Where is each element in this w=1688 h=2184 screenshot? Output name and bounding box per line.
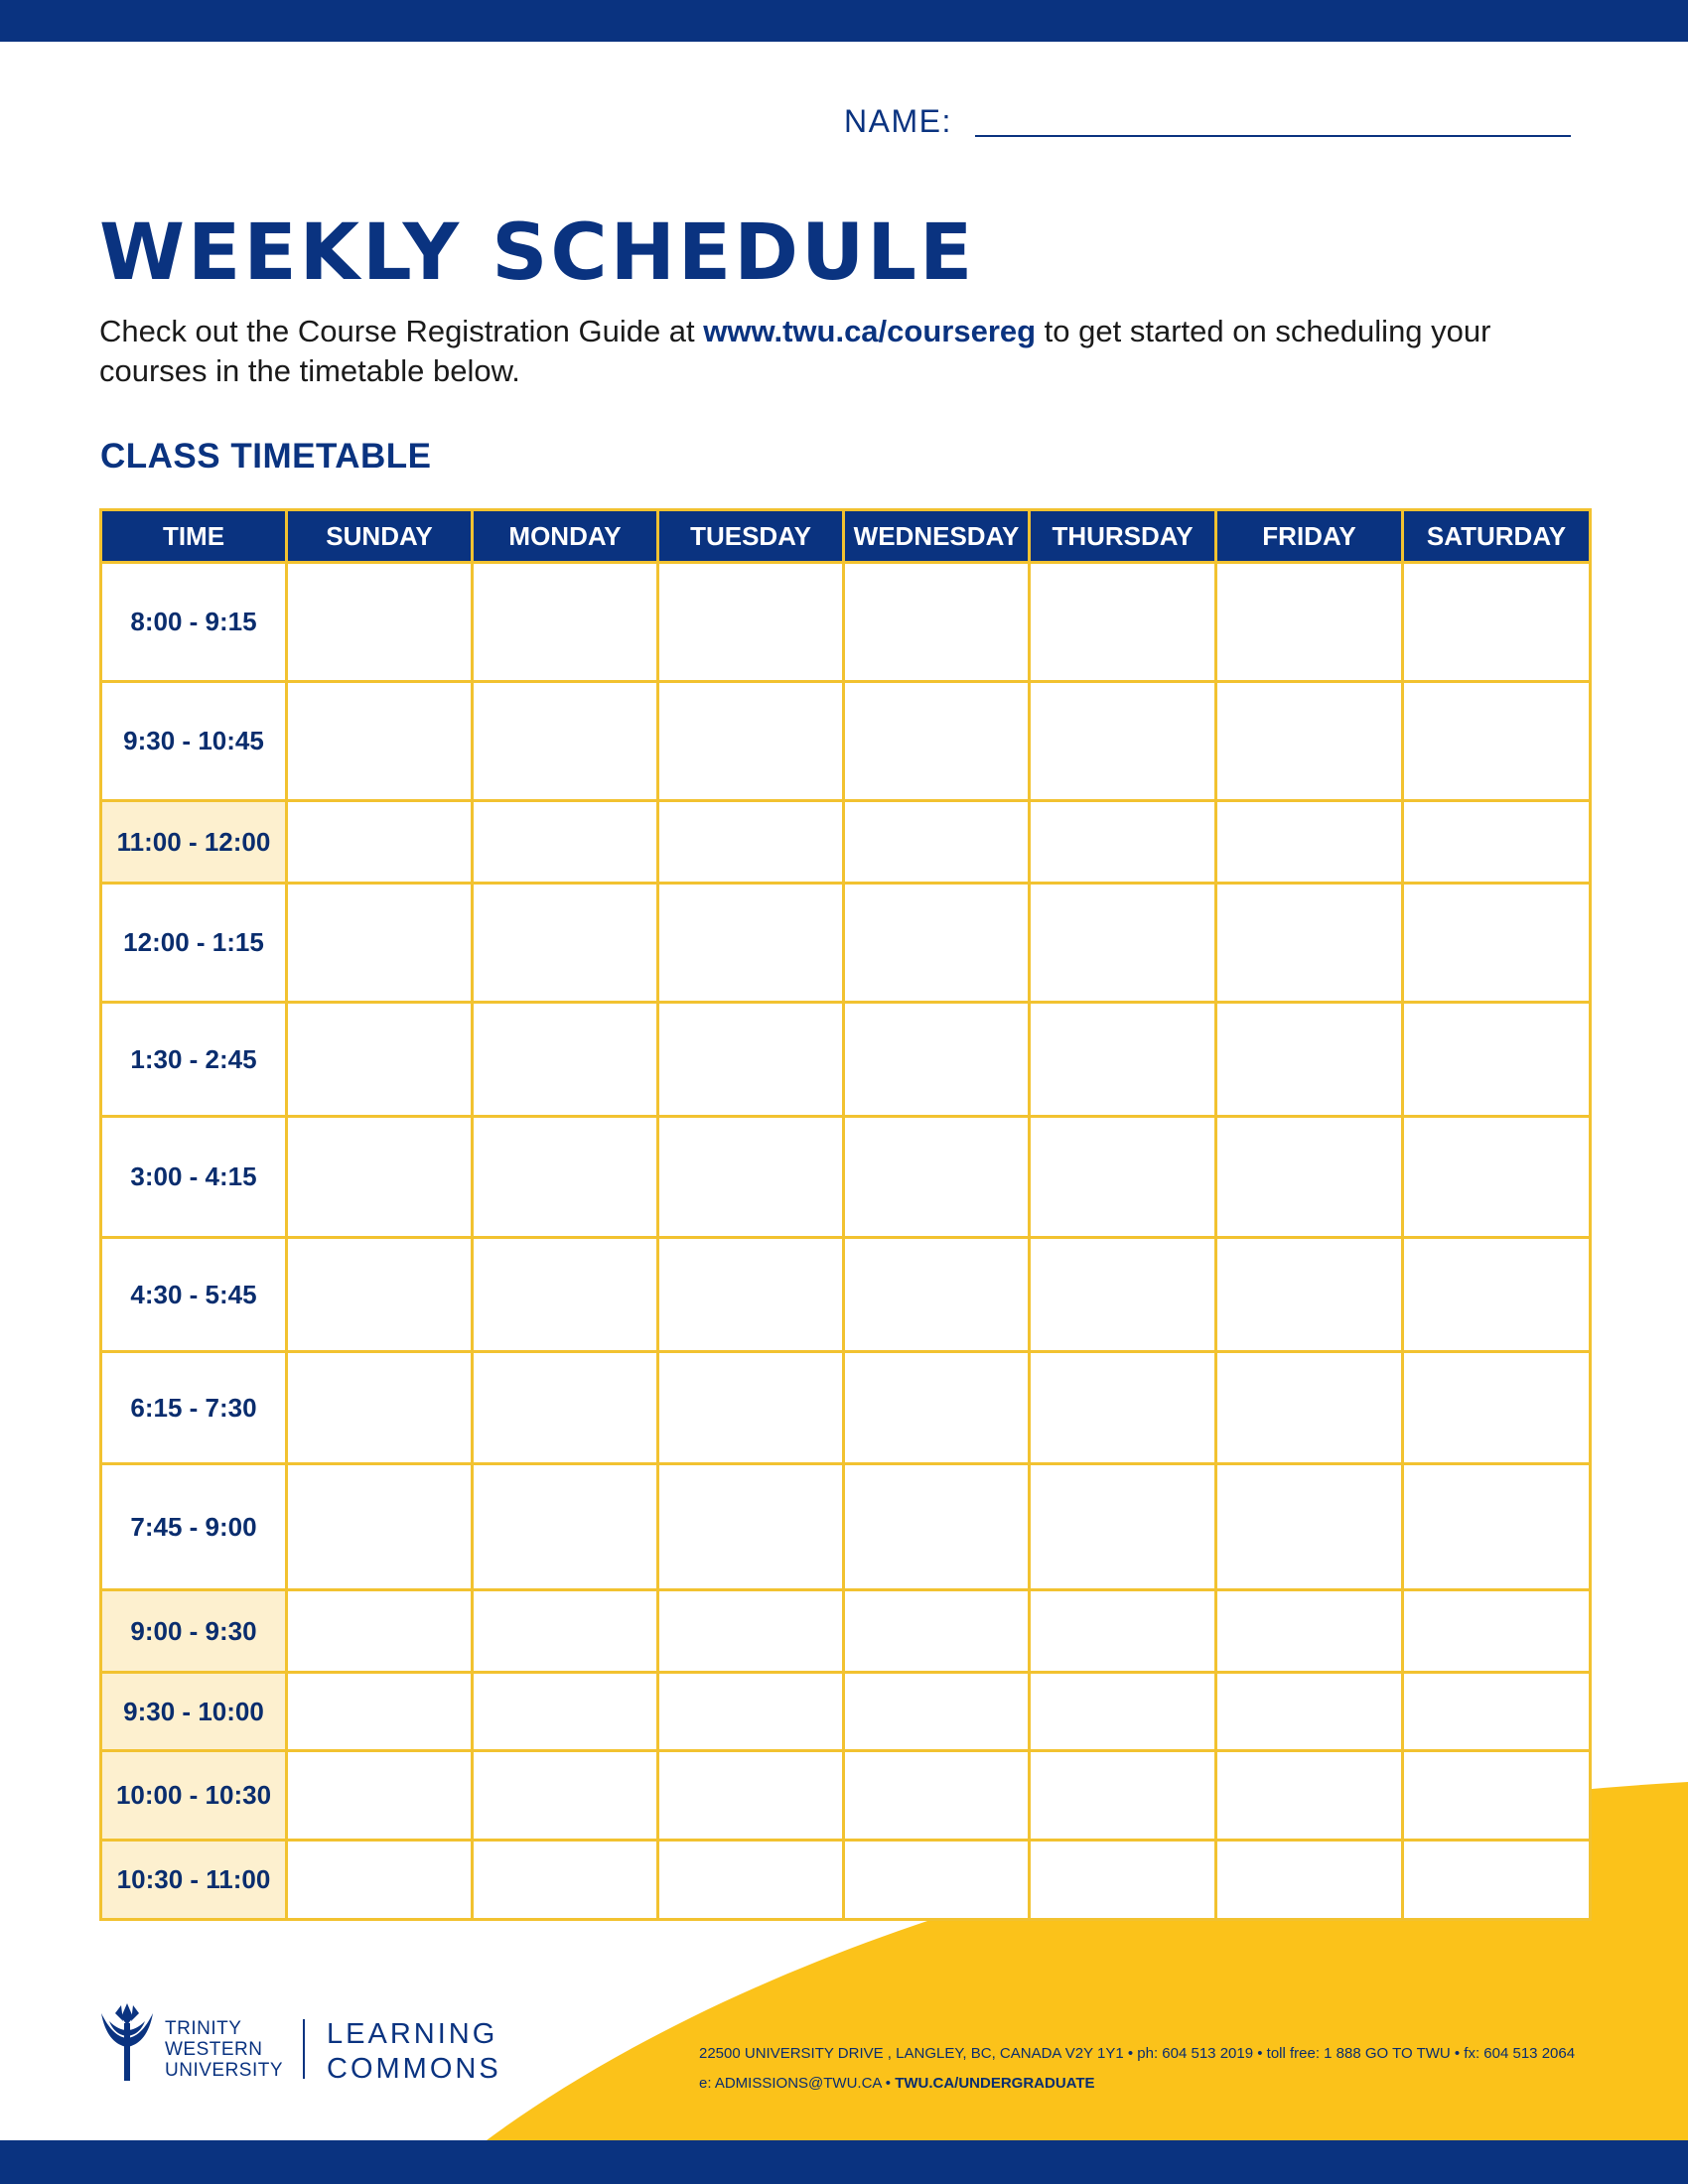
table-row xyxy=(101,1352,1591,1464)
schedule-cell-thursday[interactable] xyxy=(1030,884,1216,1003)
schedule-cell-saturday[interactable] xyxy=(1403,1003,1591,1117)
schedule-cell-sunday[interactable] xyxy=(287,1464,473,1590)
schedule-cell-thursday[interactable] xyxy=(1030,801,1216,884)
schedule-cell-monday[interactable] xyxy=(473,1751,658,1841)
schedule-cell-saturday[interactable] xyxy=(1403,1673,1591,1751)
schedule-cell-monday[interactable] xyxy=(473,884,658,1003)
schedule-cell-monday[interactable] xyxy=(473,1238,658,1352)
schedule-cell-tuesday[interactable] xyxy=(658,1352,844,1464)
wordmark-line: UNIVERSITY xyxy=(165,2060,284,2081)
schedule-cell-wednesday[interactable] xyxy=(844,1003,1030,1117)
schedule-cell-tuesday[interactable] xyxy=(658,682,844,801)
time-slot-label: 9:00 - 9:30 xyxy=(101,1590,287,1673)
schedule-cell-saturday[interactable] xyxy=(1403,884,1591,1003)
schedule-cell-wednesday[interactable] xyxy=(844,1751,1030,1841)
schedule-cell-wednesday[interactable] xyxy=(844,1352,1030,1464)
schedule-cell-friday[interactable] xyxy=(1216,1238,1403,1352)
table-row xyxy=(101,884,1591,1003)
schedule-cell-friday[interactable] xyxy=(1216,1673,1403,1751)
schedule-cell-sunday[interactable] xyxy=(287,563,473,682)
schedule-cell-friday[interactable] xyxy=(1216,1841,1403,1920)
table-row xyxy=(101,1003,1591,1117)
schedule-cell-tuesday[interactable] xyxy=(658,884,844,1003)
time-slot-label: 12:00 - 1:15 xyxy=(101,884,287,1003)
schedule-cell-tuesday[interactable] xyxy=(658,1117,844,1238)
schedule-cell-saturday[interactable] xyxy=(1403,1590,1591,1673)
schedule-cell-monday[interactable] xyxy=(473,1464,658,1590)
section-title: CLASS TIMETABLE xyxy=(100,437,432,476)
footer-website-link[interactable]: TWU.CA/UNDERGRADUATE xyxy=(895,2075,1095,2092)
schedule-cell-monday[interactable] xyxy=(473,1590,658,1673)
schedule-cell-sunday[interactable] xyxy=(287,884,473,1003)
time-slot-label: 6:15 - 7:30 xyxy=(101,1352,287,1464)
schedule-cell-saturday[interactable] xyxy=(1403,801,1591,884)
schedule-cell-sunday[interactable] xyxy=(287,1841,473,1920)
wordmark-line: WESTERN xyxy=(165,2039,263,2060)
schedule-cell-wednesday[interactable] xyxy=(844,1464,1030,1590)
schedule-cell-monday[interactable] xyxy=(473,801,658,884)
timetable-header-row xyxy=(101,510,1591,563)
table-row xyxy=(101,1751,1591,1841)
schedule-cell-monday[interactable] xyxy=(473,1841,658,1920)
schedule-cell-sunday[interactable] xyxy=(287,1590,473,1673)
schedule-cell-thursday[interactable] xyxy=(1030,1590,1216,1673)
schedule-cell-friday[interactable] xyxy=(1216,1003,1403,1117)
schedule-cell-sunday[interactable] xyxy=(287,1673,473,1751)
table-row xyxy=(101,1117,1591,1238)
class-timetable xyxy=(99,508,1592,1921)
schedule-cell-wednesday[interactable] xyxy=(844,1841,1030,1920)
schedule-cell-saturday[interactable] xyxy=(1403,1841,1591,1920)
schedule-cell-sunday[interactable] xyxy=(287,1352,473,1464)
time-slot-label: 11:00 - 12:00 xyxy=(101,801,287,884)
column-header-wednesday: WEDNESDAY xyxy=(844,510,1030,563)
schedule-cell-friday[interactable] xyxy=(1216,1464,1403,1590)
course-registration-link[interactable]: www.twu.ca/coursereg xyxy=(703,314,1037,348)
schedule-cell-thursday[interactable] xyxy=(1030,1352,1216,1464)
schedule-cell-wednesday[interactable] xyxy=(844,1590,1030,1673)
schedule-cell-friday[interactable] xyxy=(1216,1352,1403,1464)
schedule-cell-sunday[interactable] xyxy=(287,801,473,884)
schedule-cell-thursday[interactable] xyxy=(1030,1464,1216,1590)
schedule-cell-tuesday[interactable] xyxy=(658,1590,844,1673)
table-row xyxy=(101,1841,1591,1920)
time-slot-label: 7:45 - 9:00 xyxy=(101,1464,287,1590)
schedule-cell-saturday[interactable] xyxy=(1403,682,1591,801)
column-header-saturday: SATURDAY xyxy=(1403,510,1591,563)
time-slot-label: 3:00 - 4:15 xyxy=(101,1117,287,1238)
time-slot-label: 1:30 - 2:45 xyxy=(101,1003,287,1117)
schedule-cell-friday[interactable] xyxy=(1216,884,1403,1003)
schedule-cell-tuesday[interactable] xyxy=(658,1751,844,1841)
column-header-time: TIME xyxy=(101,510,287,563)
schedule-cell-thursday[interactable] xyxy=(1030,1841,1216,1920)
footer-email-line xyxy=(699,2069,1575,2099)
twu-learning-commons-logo xyxy=(99,2001,516,2101)
schedule-cell-friday[interactable] xyxy=(1216,682,1403,801)
schedule-cell-wednesday[interactable] xyxy=(844,1673,1030,1751)
schedule-cell-monday[interactable] xyxy=(473,1117,658,1238)
column-header-tuesday: TUESDAY xyxy=(658,510,844,563)
schedule-cell-friday[interactable] xyxy=(1216,1590,1403,1673)
table-row xyxy=(101,1590,1591,1673)
time-slot-label: 9:30 - 10:00 xyxy=(101,1673,287,1751)
schedule-cell-thursday[interactable] xyxy=(1030,1238,1216,1352)
schedule-cell-sunday[interactable] xyxy=(287,1751,473,1841)
column-header-friday: FRIDAY xyxy=(1216,510,1403,563)
schedule-cell-sunday[interactable] xyxy=(287,1238,473,1352)
table-row xyxy=(101,1673,1591,1751)
page-title: WEEKLY SCHEDULE xyxy=(99,208,976,298)
schedule-cell-sunday[interactable] xyxy=(287,1003,473,1117)
wordmark-line: LEARNING xyxy=(327,2018,498,2050)
schedule-cell-saturday[interactable] xyxy=(1403,1117,1591,1238)
schedule-cell-monday[interactable] xyxy=(473,1673,658,1751)
column-header-monday: MONDAY xyxy=(473,510,658,563)
schedule-cell-friday[interactable] xyxy=(1216,801,1403,884)
bottom-color-bar xyxy=(0,2140,1688,2184)
time-slot-label: 4:30 - 5:45 xyxy=(101,1238,287,1352)
footer-contact-info xyxy=(699,2039,1575,2099)
column-header-thursday: THURSDAY xyxy=(1030,510,1216,563)
university-wordmark xyxy=(165,2018,283,2081)
table-row xyxy=(101,801,1591,884)
schedule-cell-sunday[interactable] xyxy=(287,682,473,801)
schedule-cell-thursday[interactable] xyxy=(1030,563,1216,682)
wordmark-line: TRINITY xyxy=(165,2018,242,2039)
schedule-cell-friday[interactable] xyxy=(1216,1751,1403,1841)
learning-commons-wordmark xyxy=(327,2017,501,2087)
schedule-cell-saturday[interactable] xyxy=(1403,563,1591,682)
name-field xyxy=(844,99,1574,143)
schedule-cell-thursday[interactable] xyxy=(1030,1751,1216,1841)
schedule-cell-friday[interactable] xyxy=(1216,1117,1403,1238)
schedule-cell-tuesday[interactable] xyxy=(658,1238,844,1352)
schedule-cell-tuesday[interactable] xyxy=(658,563,844,682)
time-slot-label: 8:00 - 9:15 xyxy=(101,563,287,682)
name-label: NAME: xyxy=(844,103,952,139)
schedule-cell-monday[interactable] xyxy=(473,563,658,682)
schedule-cell-saturday[interactable] xyxy=(1403,1751,1591,1841)
logo-divider xyxy=(303,2019,305,2079)
footer-email: e: ADMISSIONS@TWU.CA • xyxy=(699,2075,896,2092)
schedule-cell-tuesday[interactable] xyxy=(658,1003,844,1117)
time-slot-label: 9:30 - 10:45 xyxy=(101,682,287,801)
time-slot-label: 10:00 - 10:30 xyxy=(101,1751,287,1841)
schedule-cell-thursday[interactable] xyxy=(1030,1003,1216,1117)
schedule-cell-wednesday[interactable] xyxy=(844,1238,1030,1352)
schedule-cell-wednesday[interactable] xyxy=(844,563,1030,682)
schedule-cell-saturday[interactable] xyxy=(1403,1238,1591,1352)
schedule-cell-thursday[interactable] xyxy=(1030,1673,1216,1751)
column-header-sunday: SUNDAY xyxy=(287,510,473,563)
intro-text-before: Check out the Course Registration Guide at xyxy=(99,314,704,348)
schedule-cell-wednesday[interactable] xyxy=(844,801,1030,884)
table-row xyxy=(101,563,1591,682)
name-write-line xyxy=(975,135,1571,137)
twu-crest-icon xyxy=(99,2001,155,2083)
timetable-body xyxy=(101,563,1591,1920)
table-row xyxy=(101,1464,1591,1590)
intro-text xyxy=(99,312,1589,391)
schedule-cell-wednesday[interactable] xyxy=(844,1117,1030,1238)
schedule-cell-sunday[interactable] xyxy=(287,1117,473,1238)
schedule-cell-tuesday[interactable] xyxy=(658,1841,844,1920)
schedule-cell-saturday[interactable] xyxy=(1403,1464,1591,1590)
schedule-cell-monday[interactable] xyxy=(473,1003,658,1117)
schedule-cell-monday[interactable] xyxy=(473,1352,658,1464)
schedule-cell-saturday[interactable] xyxy=(1403,1352,1591,1464)
table-row xyxy=(101,1238,1591,1352)
table-row xyxy=(101,682,1591,801)
schedule-cell-tuesday[interactable] xyxy=(658,801,844,884)
schedule-cell-tuesday[interactable] xyxy=(658,1673,844,1751)
schedule-cell-friday[interactable] xyxy=(1216,563,1403,682)
time-slot-label: 10:30 - 11:00 xyxy=(101,1841,287,1920)
schedule-cell-monday[interactable] xyxy=(473,682,658,801)
schedule-cell-thursday[interactable] xyxy=(1030,1117,1216,1238)
schedule-cell-wednesday[interactable] xyxy=(844,682,1030,801)
wordmark-line: COMMONS xyxy=(327,2053,501,2085)
schedule-cell-wednesday[interactable] xyxy=(844,884,1030,1003)
schedule-cell-tuesday[interactable] xyxy=(658,1464,844,1590)
schedule-cell-thursday[interactable] xyxy=(1030,682,1216,801)
intro-text-after: to get started on scheduling your courses in the timetable below. xyxy=(99,314,1491,388)
footer-address-line: 22500 UNIVERSITY DRIVE , LANGLEY, BC, CANADA V2Y 1Y1 • ph: 604 513 2019 • toll free: 1 888 GO TO TWU • fx: 604 513 2064 xyxy=(699,2045,1576,2062)
